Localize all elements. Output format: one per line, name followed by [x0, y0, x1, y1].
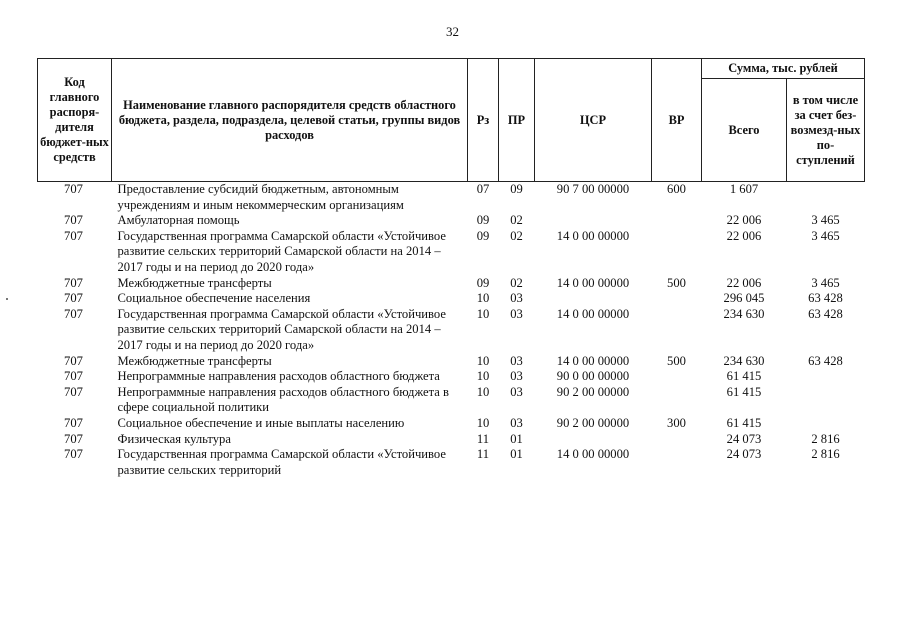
cell-total: 22 006 — [726, 228, 762, 243]
cell-incl: 3 465 — [811, 228, 840, 243]
cell-vr — [652, 229, 702, 276]
cell-total: 61 415 — [726, 369, 762, 384]
cell-pr: 09 — [510, 182, 523, 196]
cell-code: 707 — [64, 291, 83, 306]
cell-csr: 90 7 00 00000 — [556, 182, 630, 196]
cell-name: Социальное обеспечение и иные выплаты населению — [117, 415, 405, 430]
table-row — [38, 447, 865, 478]
cell-csr — [535, 213, 652, 229]
cell-code: 707 — [64, 431, 83, 446]
cell-code: 707 — [64, 306, 83, 321]
cell-incl — [787, 416, 865, 432]
cell-pr: 03 — [510, 415, 523, 430]
cell-rz: 10 — [476, 369, 490, 384]
cell-name: Межбюджетные трансферты — [117, 353, 272, 368]
cell-incl: 2 816 — [811, 447, 840, 462]
table-row — [38, 385, 865, 416]
cell-code: 707 — [64, 384, 83, 399]
cell-vr — [652, 291, 702, 307]
cell-code: 707 — [64, 275, 83, 290]
cell-csr: 14 0 00 00000 — [556, 306, 630, 321]
cell-rz: 07 — [476, 182, 490, 196]
cell-incl — [787, 385, 865, 416]
cell-name: Социальное обеспечение населения — [117, 291, 311, 306]
cell-rz: 09 — [476, 213, 490, 228]
cell-rz: 10 — [476, 353, 490, 368]
cell-vr — [652, 385, 702, 416]
table-row — [38, 369, 865, 385]
cell-rz: 10 — [476, 384, 490, 399]
cell-code: 707 — [64, 369, 83, 384]
cell-vr — [652, 307, 702, 354]
cell-rz: 10 — [476, 291, 490, 306]
cell-csr: 14 0 00 00000 — [556, 447, 630, 462]
cell-vr — [652, 432, 702, 448]
cell-name: Непрограммные направления расходов областного бюджета в сфере социальной политики — [117, 384, 449, 415]
cell-total: 234 630 — [723, 353, 765, 368]
cell-csr: 14 0 00 00000 — [556, 275, 630, 290]
cell-total: 24 073 — [726, 431, 762, 446]
table-row — [38, 276, 865, 292]
table-row — [38, 182, 865, 214]
table-body — [38, 182, 865, 479]
header-total: Всего — [702, 79, 787, 182]
cell-code: 707 — [64, 415, 83, 430]
cell-csr — [535, 291, 652, 307]
cell-pr: 01 — [510, 447, 523, 462]
cell-pr: 03 — [510, 306, 523, 321]
cell-rz: 10 — [476, 306, 490, 321]
cell-vr: 600 — [667, 182, 686, 196]
cell-csr: 90 2 00 00000 — [556, 384, 630, 399]
header-code: Код главного распоря-дителя бюджет-ных средств — [38, 59, 112, 182]
cell-name: Физическая культура — [117, 431, 231, 446]
cell-total: 24 073 — [726, 447, 762, 462]
cell-vr: 500 — [667, 275, 686, 290]
cell-incl: 63 428 — [808, 291, 843, 306]
cell-vr — [652, 213, 702, 229]
header-pr: ПР — [499, 59, 535, 182]
cell-name: Государственная программа Самарской области «Устойчивое развитие сельских территорий Самарской области на 2014 – 2017 годы и на период до 2020 года» — [117, 228, 446, 274]
table-row — [38, 432, 865, 448]
cell-vr: 300 — [667, 415, 686, 430]
header-name: Наименование главного распорядителя средств областного бюджета, раздела, подраздела, целевой статьи, группы видов расходов — [112, 59, 468, 182]
cell-vr — [652, 369, 702, 385]
cell-name: Предоставление субсидий бюджетным, автономным учреждениям и иным некоммерческим организациям — [117, 182, 404, 212]
cell-total: 234 630 — [723, 306, 765, 321]
cell-vr: 500 — [667, 353, 686, 368]
header-incl: в том числе за счет без-возмезд-ных по-ступлений — [787, 79, 865, 182]
table-header — [38, 59, 865, 182]
cell-name: Амбулаторная помощь — [117, 213, 240, 228]
header-vr: ВР — [652, 59, 702, 182]
table-row — [38, 213, 865, 229]
page-number: 32 — [446, 24, 459, 39]
cell-name: Непрограммные направления расходов областного бюджета — [117, 369, 440, 384]
header-rz: Рз — [468, 59, 499, 182]
cell-total: 1 607 — [729, 182, 759, 196]
cell-code: 707 — [64, 213, 83, 228]
cell-rz: 10 — [476, 415, 490, 430]
cell-incl: 63 428 — [808, 306, 843, 321]
cell-name: Государственная программа Самарской области «Устойчивое развитие сельских территорий Самарской области на 2014 – 2017 годы и на период до 2020 года» — [117, 306, 446, 352]
cell-code: 707 — [64, 353, 83, 368]
cell-pr: 03 — [510, 384, 523, 399]
cell-pr: 03 — [510, 353, 523, 368]
cell-incl: 3 465 — [811, 213, 840, 228]
scan-speck — [6, 298, 8, 300]
cell-name: Государственная программа Самарской области «Устойчивое развитие сельских территорий — [117, 447, 446, 477]
cell-total: 22 006 — [726, 275, 762, 290]
cell-rz: 11 — [476, 431, 490, 446]
cell-total: 61 415 — [726, 384, 762, 399]
cell-total: 61 415 — [726, 415, 762, 430]
table-row — [38, 307, 865, 354]
budget-table — [37, 58, 864, 478]
cell-pr: 03 — [510, 291, 523, 306]
cell-csr: 14 0 00 00000 — [556, 228, 630, 243]
cell-total: 22 006 — [726, 213, 762, 228]
cell-csr: 90 2 00 00000 — [556, 415, 630, 430]
cell-name: Межбюджетные трансферты — [117, 275, 272, 290]
cell-code: 707 — [64, 228, 83, 243]
cell-vr — [652, 447, 702, 478]
cell-incl — [787, 369, 865, 385]
cell-pr: 02 — [510, 213, 523, 228]
table-row — [38, 416, 865, 432]
cell-pr: 02 — [510, 228, 523, 243]
cell-rz: 09 — [476, 275, 490, 290]
header-sum: Сумма, тыс. рублей — [702, 59, 865, 79]
cell-pr: 02 — [510, 275, 523, 290]
table-row — [38, 354, 865, 370]
cell-incl: 2 816 — [811, 431, 840, 446]
cell-incl — [787, 182, 865, 214]
cell-rz: 09 — [476, 228, 490, 243]
table-row — [38, 291, 865, 307]
cell-csr: 14 0 00 00000 — [556, 353, 630, 368]
cell-csr — [535, 432, 652, 448]
header-csr: ЦСР — [535, 59, 652, 182]
cell-incl: 3 465 — [811, 275, 840, 290]
table-row — [38, 229, 865, 276]
cell-code: 707 — [64, 447, 83, 462]
cell-incl: 63 428 — [808, 353, 843, 368]
cell-code: 707 — [64, 182, 83, 196]
cell-csr: 90 0 00 00000 — [556, 369, 630, 384]
cell-pr: 03 — [510, 369, 523, 384]
cell-rz: 11 — [476, 447, 490, 462]
cell-pr: 01 — [510, 431, 523, 446]
cell-total: 296 045 — [723, 291, 765, 306]
